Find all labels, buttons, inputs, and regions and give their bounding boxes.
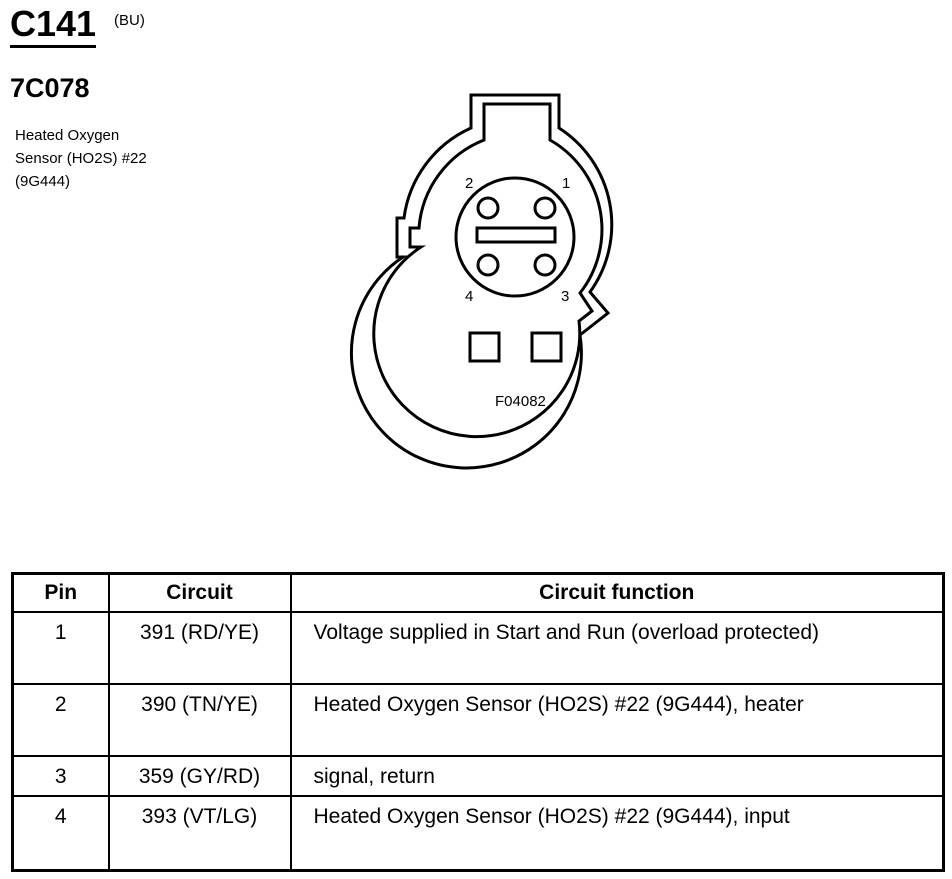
connector-color-code: (BU) (114, 12, 145, 29)
pin-cell: 1 (13, 612, 109, 684)
column-header-circuit: Circuit (109, 574, 291, 613)
table-header-row (13, 574, 944, 613)
figure-code: F04082 (495, 393, 546, 410)
circuit-cell: 390 (TN/YE) (109, 684, 291, 756)
table-row (13, 684, 944, 756)
component-description-line: Sensor (HO2S) #22 (15, 150, 147, 167)
pinout-table (11, 572, 945, 872)
circuit-cell: 391 (RD/YE) (109, 612, 291, 684)
connector-inner-outline (374, 104, 602, 437)
pin-cavity-3 (535, 255, 555, 275)
terminal-tab-left (470, 333, 499, 361)
part-number: 7C078 (10, 73, 90, 103)
circuit-function-cell: Heated Oxygen Sensor (HO2S) #22 (9G444), heater (291, 684, 944, 756)
center-key-slot (477, 228, 555, 242)
pin-cavity-2 (478, 198, 498, 218)
connector-outer-shell (351, 95, 611, 468)
circuit-cell: 393 (VT/LG) (109, 796, 291, 871)
column-header-pin: Pin (13, 574, 109, 613)
circuit-function-cell: Heated Oxygen Sensor (HO2S) #22 (9G444), input (291, 796, 944, 871)
table-row (13, 796, 944, 871)
component-description-line: (9G444) (15, 173, 71, 190)
terminal-tab-right (532, 333, 561, 361)
pin-cell: 3 (13, 756, 109, 796)
pin-cavity-1 (535, 198, 555, 218)
component-description-line: Heated Oxygen (15, 127, 120, 144)
circuit-function-cell: signal, return (291, 756, 944, 796)
circuit-cell: 359 (GY/RD) (109, 756, 291, 796)
column-header-circuit-function: Circuit function (291, 574, 944, 613)
connector-id: C141 (10, 3, 97, 44)
pin-label-1: 1 (562, 175, 571, 192)
table-row (13, 612, 944, 684)
pin-cell: 2 (13, 684, 109, 756)
table-row (13, 756, 944, 796)
pin-label-4: 4 (465, 288, 474, 305)
pin-cell: 4 (13, 796, 109, 871)
circuit-function-cell: Voltage supplied in Start and Run (overload protected) (291, 612, 944, 684)
pin-label-2: 2 (465, 175, 474, 192)
pin-label-3: 3 (561, 288, 570, 305)
pin-cavity-4 (478, 255, 498, 275)
